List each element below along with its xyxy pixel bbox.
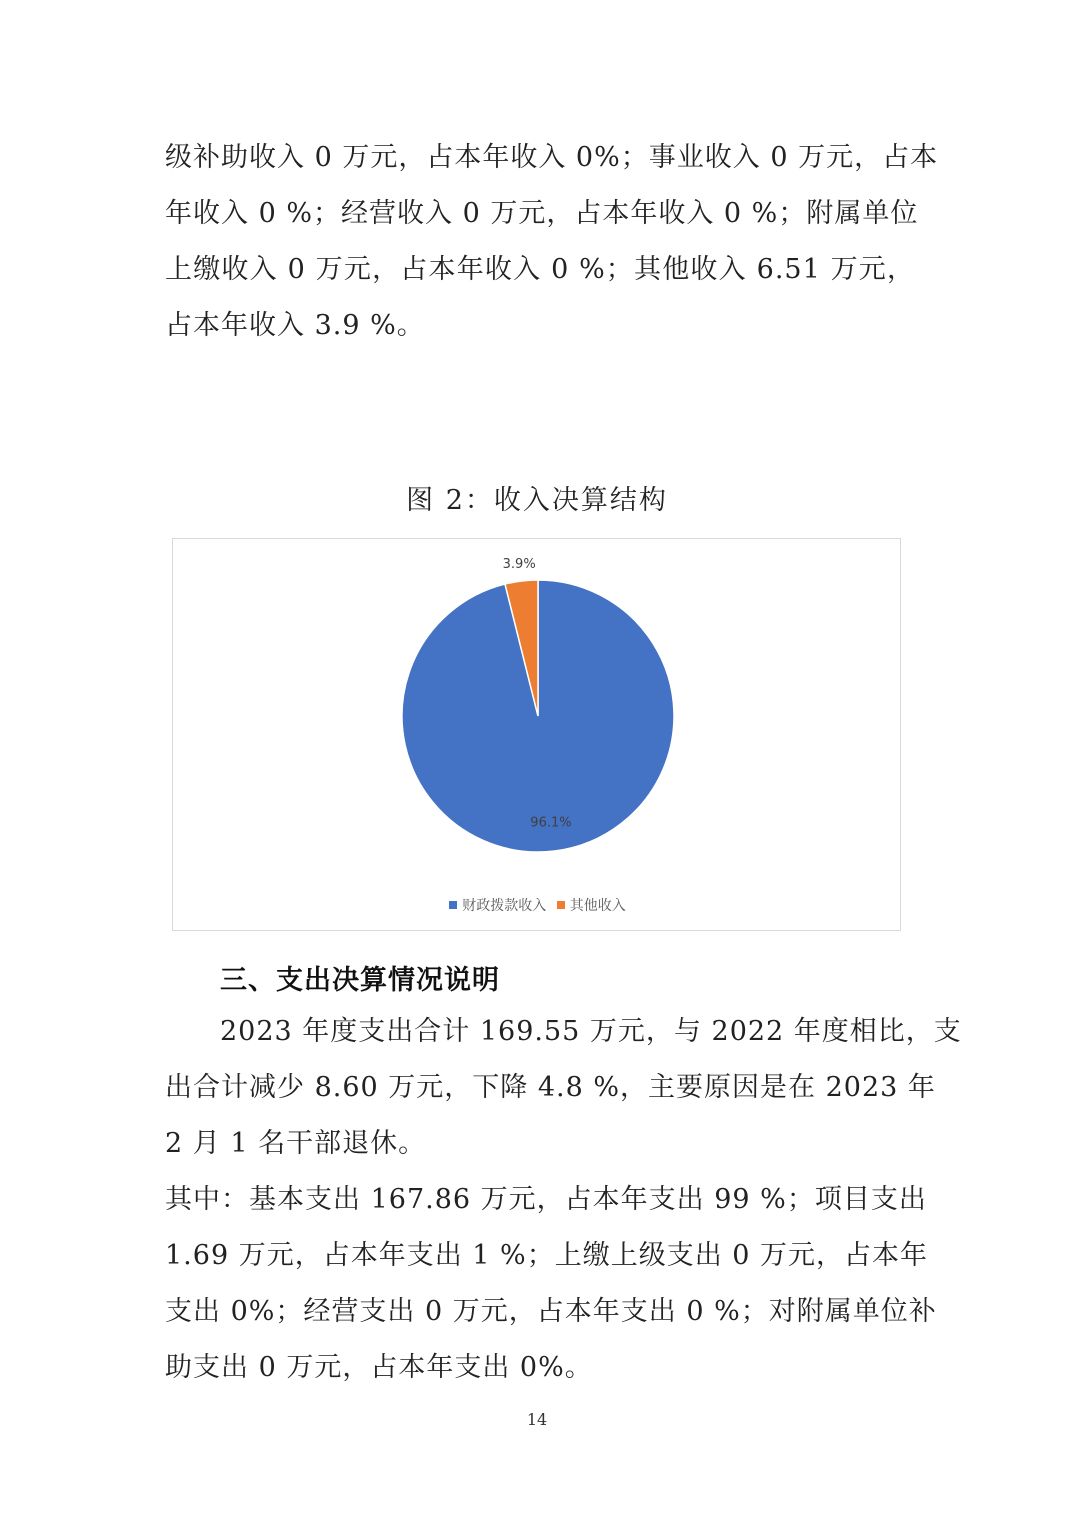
page-number: 14: [526, 1410, 548, 1429]
text-line: 2 月 1 名干部退休。: [165, 1128, 427, 1159]
text-line: 出合计减少 8.60 万元，下降 4.8 %，主要原因是在 2023 年: [165, 1072, 936, 1103]
legend-swatch: [449, 901, 457, 909]
text-line: 上缴收入 0 万元，占本年收入 0 %；其他收入 6.51 万元，: [165, 254, 915, 285]
figure-title: 图 2：收入决算结构: [406, 485, 668, 516]
text-line: 助支出 0 万元，占本年支出 0%。: [165, 1352, 593, 1383]
legend-label: 其他收入: [569, 898, 626, 914]
pie-data-label: 96.1%: [530, 815, 572, 831]
chart-legend: [173, 895, 902, 915]
legend-item-fiscal: [449, 895, 546, 915]
text-line: 占本年收入 3.9 %。: [165, 310, 425, 341]
text-line: 1.69 万元，占本年支出 1 %；上缴上级支出 0 万元，占本年: [165, 1240, 929, 1271]
legend-item-other: [557, 895, 626, 915]
text-line: 支出 0%；经营支出 0 万元，占本年支出 0 %；对附属单位补: [165, 1296, 937, 1327]
text-line: 2023 年度支出合计 169.55 万元，与 2022 年度相比，支: [220, 1016, 962, 1047]
pie-chart-canvas: [173, 539, 902, 932]
legend-swatch: [557, 901, 565, 909]
text-line: 年收入 0 %；经营收入 0 万元，占本年收入 0 %；附属单位: [165, 198, 919, 229]
text-line: 级补助收入 0 万元，占本年收入 0%；事业收入 0 万元，占本: [165, 142, 939, 173]
pie-chart: [172, 538, 901, 931]
legend-label: 财政拨款收入: [462, 898, 547, 914]
text-line: 其中：基本支出 167.86 万元，占本年支出 99 %；项目支出: [165, 1184, 927, 1215]
section-heading: 三、支出决算情况说明: [220, 965, 500, 996]
pie-data-label: 3.9%: [502, 557, 536, 573]
